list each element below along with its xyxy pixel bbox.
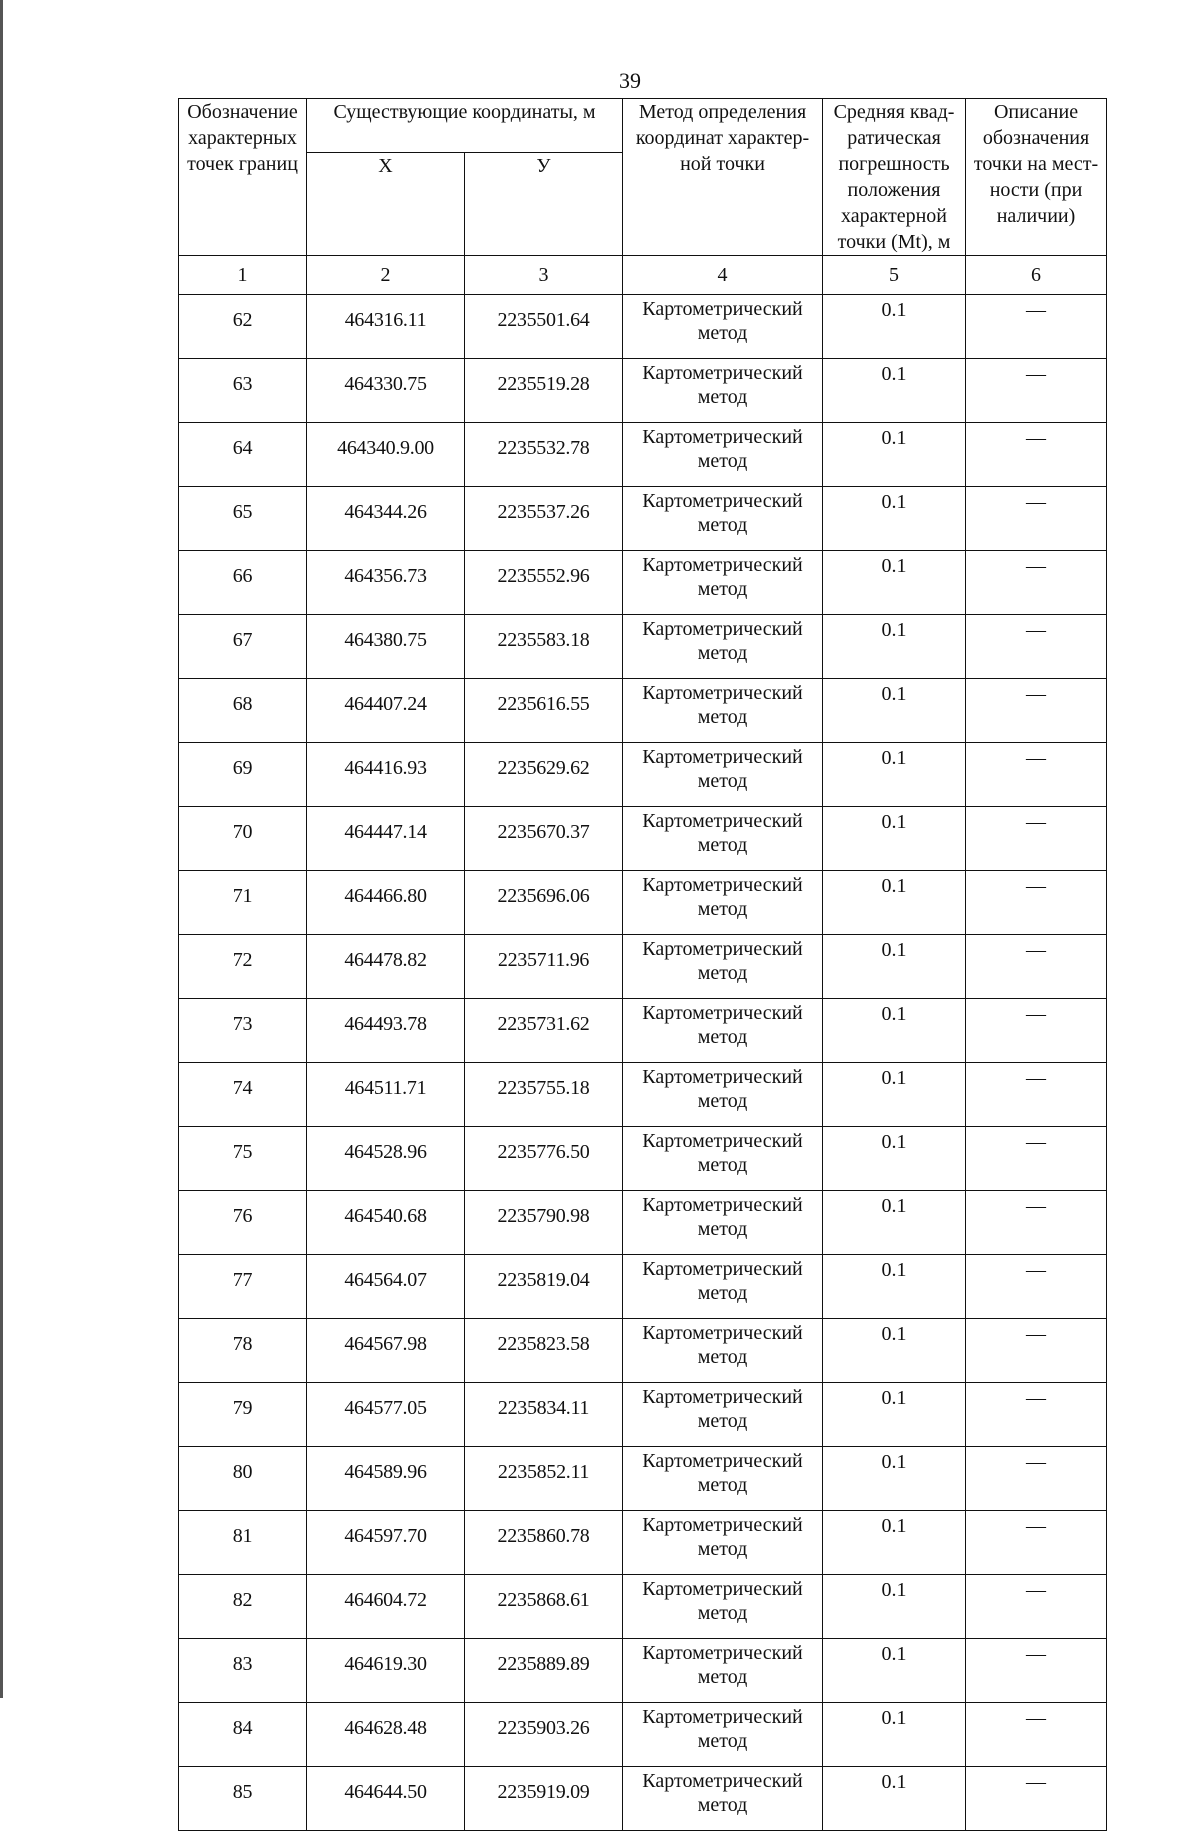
header-error: Средняя квад-ратическая погрешность положения характерной точки (Mt), м <box>823 99 966 256</box>
cell-error: 0.1 <box>823 871 966 935</box>
cell-error: 0.1 <box>823 1575 966 1639</box>
cell-point-number: 78 <box>179 1319 307 1383</box>
table-row <box>179 487 1107 551</box>
cell-x-coordinate: 464567.98 <box>307 1319 465 1383</box>
cell-point-number: 70 <box>179 807 307 871</box>
cell-description: — <box>966 1575 1107 1639</box>
cell-error: 0.1 <box>823 1063 966 1127</box>
cell-description: — <box>966 1127 1107 1191</box>
cell-x-coordinate: 464577.05 <box>307 1383 465 1447</box>
cell-method: Картометрический метод <box>623 1639 823 1703</box>
cell-point-number: 77 <box>179 1255 307 1319</box>
cell-x-coordinate: 464447.14 <box>307 807 465 871</box>
cell-method: Картометрический метод <box>623 1255 823 1319</box>
cell-x-coordinate: 464340.9.00 <box>307 423 465 487</box>
header-existing-coordinates: Существующие координаты, м <box>307 99 623 153</box>
table-row <box>179 1511 1107 1575</box>
table-row <box>179 1703 1107 1767</box>
cell-point-number: 67 <box>179 615 307 679</box>
column-number: 5 <box>823 256 966 295</box>
header-description: Описание обозначения точки на мест-ности (при наличии) <box>966 99 1107 256</box>
cell-description: — <box>966 807 1107 871</box>
cell-y-coordinate: 2235731.62 <box>465 999 623 1063</box>
cell-method: Картометрический метод <box>623 1703 823 1767</box>
cell-x-coordinate: 464344.26 <box>307 487 465 551</box>
table-row <box>179 807 1107 871</box>
cell-x-coordinate: 464597.70 <box>307 1511 465 1575</box>
page-number: 39 <box>619 68 641 93</box>
cell-y-coordinate: 2235823.58 <box>465 1319 623 1383</box>
cell-x-coordinate: 464493.78 <box>307 999 465 1063</box>
cell-point-number: 83 <box>179 1639 307 1703</box>
cell-description: — <box>966 1511 1107 1575</box>
table-row <box>179 743 1107 807</box>
cell-error: 0.1 <box>823 807 966 871</box>
cell-point-number: 79 <box>179 1383 307 1447</box>
page-edge-line <box>0 0 3 1698</box>
table-row <box>179 1127 1107 1191</box>
cell-y-coordinate: 2235583.18 <box>465 615 623 679</box>
boundary-points-table <box>178 98 1107 1831</box>
table-row <box>179 679 1107 743</box>
cell-y-coordinate: 2235711.96 <box>465 935 623 999</box>
cell-x-coordinate: 464604.72 <box>307 1575 465 1639</box>
column-number: 4 <box>623 256 823 295</box>
cell-description: — <box>966 1191 1107 1255</box>
table-row <box>179 359 1107 423</box>
cell-error: 0.1 <box>823 1511 966 1575</box>
cell-x-coordinate: 464619.30 <box>307 1639 465 1703</box>
cell-method: Картометрический метод <box>623 615 823 679</box>
cell-x-coordinate: 464466.80 <box>307 871 465 935</box>
cell-y-coordinate: 2235552.96 <box>465 551 623 615</box>
cell-point-number: 85 <box>179 1767 307 1831</box>
cell-y-coordinate: 2235629.62 <box>465 743 623 807</box>
cell-error: 0.1 <box>823 1383 966 1447</box>
cell-method: Картометрический метод <box>623 359 823 423</box>
cell-description: — <box>966 1319 1107 1383</box>
cell-point-number: 84 <box>179 1703 307 1767</box>
header-x: X <box>307 153 465 256</box>
cell-y-coordinate: 2235696.06 <box>465 871 623 935</box>
cell-x-coordinate: 464540.68 <box>307 1191 465 1255</box>
header-y: У <box>465 153 623 256</box>
cell-error: 0.1 <box>823 487 966 551</box>
cell-point-number: 71 <box>179 871 307 935</box>
cell-method: Картометрический метод <box>623 295 823 359</box>
cell-y-coordinate: 2235501.64 <box>465 295 623 359</box>
table-row <box>179 1639 1107 1703</box>
cell-y-coordinate: 2235819.04 <box>465 1255 623 1319</box>
cell-x-coordinate: 464628.48 <box>307 1703 465 1767</box>
cell-point-number: 74 <box>179 1063 307 1127</box>
cell-y-coordinate: 2235616.55 <box>465 679 623 743</box>
cell-method: Картометрический метод <box>623 551 823 615</box>
cell-error: 0.1 <box>823 295 966 359</box>
cell-error: 0.1 <box>823 935 966 999</box>
cell-error: 0.1 <box>823 999 966 1063</box>
header-designation: Обозначение характерных точек границ <box>179 99 307 256</box>
cell-x-coordinate: 464416.93 <box>307 743 465 807</box>
cell-point-number: 81 <box>179 1511 307 1575</box>
cell-method: Картометрический метод <box>623 423 823 487</box>
cell-description: — <box>966 615 1107 679</box>
cell-method: Картометрический метод <box>623 1127 823 1191</box>
cell-description: — <box>966 551 1107 615</box>
cell-description: — <box>966 359 1107 423</box>
cell-x-coordinate: 464356.73 <box>307 551 465 615</box>
cell-description: — <box>966 871 1107 935</box>
cell-error: 0.1 <box>823 1319 966 1383</box>
cell-method: Картометрический метод <box>623 1575 823 1639</box>
column-number-row <box>179 256 1107 295</box>
cell-y-coordinate: 2235537.26 <box>465 487 623 551</box>
cell-x-coordinate: 464528.96 <box>307 1127 465 1191</box>
cell-error: 0.1 <box>823 1191 966 1255</box>
cell-y-coordinate: 2235919.09 <box>465 1767 623 1831</box>
cell-method: Картометрический метод <box>623 871 823 935</box>
column-number: 1 <box>179 256 307 295</box>
cell-description: — <box>966 487 1107 551</box>
cell-error: 0.1 <box>823 1127 966 1191</box>
table-row <box>179 1063 1107 1127</box>
cell-y-coordinate: 2235670.37 <box>465 807 623 871</box>
cell-y-coordinate: 2235532.78 <box>465 423 623 487</box>
cell-method: Картометрический метод <box>623 743 823 807</box>
cell-method: Картометрический метод <box>623 1319 823 1383</box>
table-row <box>179 615 1107 679</box>
cell-method: Картометрический метод <box>623 1191 823 1255</box>
cell-method: Картометрический метод <box>623 935 823 999</box>
cell-method: Картометрический метод <box>623 1063 823 1127</box>
cell-description: — <box>966 1063 1107 1127</box>
cell-method: Картометрический метод <box>623 1511 823 1575</box>
cell-x-coordinate: 464589.96 <box>307 1447 465 1511</box>
table-row <box>179 1383 1107 1447</box>
cell-point-number: 73 <box>179 999 307 1063</box>
cell-x-coordinate: 464407.24 <box>307 679 465 743</box>
cell-point-number: 72 <box>179 935 307 999</box>
table-row <box>179 1575 1107 1639</box>
table-row <box>179 999 1107 1063</box>
column-number: 6 <box>966 256 1107 295</box>
cell-method: Картометрический метод <box>623 999 823 1063</box>
cell-y-coordinate: 2235755.18 <box>465 1063 623 1127</box>
cell-x-coordinate: 464330.75 <box>307 359 465 423</box>
table-row <box>179 1447 1107 1511</box>
cell-description: — <box>966 999 1107 1063</box>
cell-error: 0.1 <box>823 1255 966 1319</box>
cell-error: 0.1 <box>823 1639 966 1703</box>
table-row <box>179 1767 1107 1831</box>
cell-x-coordinate: 464478.82 <box>307 935 465 999</box>
column-number: 3 <box>465 256 623 295</box>
cell-method: Картометрический метод <box>623 1383 823 1447</box>
table-row <box>179 423 1107 487</box>
cell-x-coordinate: 464511.71 <box>307 1063 465 1127</box>
cell-description: — <box>966 1639 1107 1703</box>
cell-point-number: 64 <box>179 423 307 487</box>
cell-point-number: 75 <box>179 1127 307 1191</box>
cell-method: Картометрический метод <box>623 679 823 743</box>
table-row <box>179 1191 1107 1255</box>
cell-description: — <box>966 1703 1107 1767</box>
column-number: 2 <box>307 256 465 295</box>
cell-description: — <box>966 743 1107 807</box>
cell-description: — <box>966 679 1107 743</box>
cell-y-coordinate: 2235903.26 <box>465 1703 623 1767</box>
cell-description: — <box>966 1383 1107 1447</box>
cell-description: — <box>966 423 1107 487</box>
table-row <box>179 935 1107 999</box>
cell-error: 0.1 <box>823 743 966 807</box>
cell-description: — <box>966 1767 1107 1831</box>
cell-y-coordinate: 2235519.28 <box>465 359 623 423</box>
cell-y-coordinate: 2235889.89 <box>465 1639 623 1703</box>
cell-description: — <box>966 1255 1107 1319</box>
table-row <box>179 871 1107 935</box>
table-row <box>179 551 1107 615</box>
cell-description: — <box>966 1447 1107 1511</box>
cell-point-number: 68 <box>179 679 307 743</box>
cell-error: 0.1 <box>823 359 966 423</box>
cell-error: 0.1 <box>823 1447 966 1511</box>
cell-description: — <box>966 935 1107 999</box>
cell-error: 0.1 <box>823 615 966 679</box>
cell-method: Картометрический метод <box>623 487 823 551</box>
cell-method: Картометрический метод <box>623 1767 823 1831</box>
cell-y-coordinate: 2235790.98 <box>465 1191 623 1255</box>
cell-point-number: 62 <box>179 295 307 359</box>
cell-x-coordinate: 464564.07 <box>307 1255 465 1319</box>
cell-point-number: 69 <box>179 743 307 807</box>
cell-y-coordinate: 2235776.50 <box>465 1127 623 1191</box>
table-row <box>179 1255 1107 1319</box>
cell-y-coordinate: 2235860.78 <box>465 1511 623 1575</box>
cell-method: Картометрический метод <box>623 807 823 871</box>
cell-point-number: 80 <box>179 1447 307 1511</box>
cell-error: 0.1 <box>823 1703 966 1767</box>
cell-y-coordinate: 2235852.11 <box>465 1447 623 1511</box>
cell-y-coordinate: 2235834.11 <box>465 1383 623 1447</box>
table-row <box>179 1319 1107 1383</box>
cell-x-coordinate: 464644.50 <box>307 1767 465 1831</box>
cell-point-number: 63 <box>179 359 307 423</box>
cell-point-number: 82 <box>179 1575 307 1639</box>
table-row <box>179 295 1107 359</box>
cell-error: 0.1 <box>823 423 966 487</box>
cell-point-number: 65 <box>179 487 307 551</box>
cell-method: Картометрический метод <box>623 1447 823 1511</box>
cell-y-coordinate: 2235868.61 <box>465 1575 623 1639</box>
cell-x-coordinate: 464316.11 <box>307 295 465 359</box>
header-method: Метод определения координат характер-ной точки <box>623 99 823 256</box>
cell-error: 0.1 <box>823 1767 966 1831</box>
cell-error: 0.1 <box>823 679 966 743</box>
cell-point-number: 66 <box>179 551 307 615</box>
cell-point-number: 76 <box>179 1191 307 1255</box>
cell-x-coordinate: 464380.75 <box>307 615 465 679</box>
cell-description: — <box>966 295 1107 359</box>
cell-error: 0.1 <box>823 551 966 615</box>
